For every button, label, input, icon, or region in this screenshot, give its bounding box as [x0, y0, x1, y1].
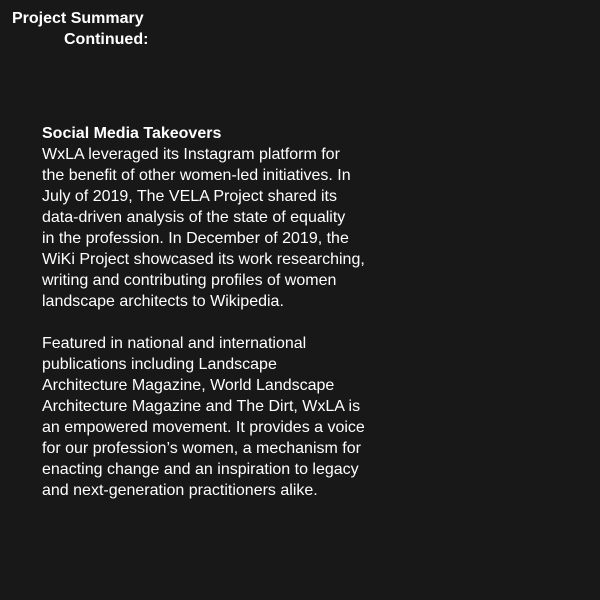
paragraph-line: enacting change and an inspiration to legacy: [42, 461, 359, 478]
paragraph-line: WxLA leveraged its Instagram platform for: [42, 146, 340, 163]
paragraph-line: for our profession’s women, a mechanism for: [42, 440, 361, 457]
header-continued: Continued:: [64, 31, 149, 48]
paragraph-line: data-driven analysis of the state of equality: [42, 209, 346, 226]
paragraph-line: publications including Landscape: [42, 356, 277, 373]
paragraph-line: landscape architects to Wikipedia.: [42, 293, 284, 310]
paragraph-social-media: [42, 144, 562, 312]
paragraph-line: Featured in national and international: [42, 335, 307, 352]
paragraph-featured: [42, 333, 562, 501]
paragraph-line: WiKi Project showcased its work researching,: [42, 251, 365, 268]
paragraph-line: Architecture Magazine, World Landscape: [42, 377, 335, 394]
paragraph-line: July of 2019, The VELA Project shared its: [42, 188, 337, 205]
header-title: Project Summary: [12, 10, 144, 27]
paragraph-line: in the profession. In December of 2019, the: [42, 230, 349, 247]
paragraph-line: writing and contributing profiles of women: [42, 272, 337, 289]
paragraph-line: the benefit of other women-led initiatives. In: [42, 167, 351, 184]
paragraph-line: an empowered movement. It provides a voice: [42, 419, 365, 436]
paragraph-spacer: [42, 312, 562, 333]
page-header: [12, 8, 172, 50]
main-content: [42, 123, 562, 501]
section-title: Social Media Takeovers: [42, 125, 222, 142]
paragraph-line: and next-generation practitioners alike.: [42, 482, 318, 499]
paragraph-line: Architecture Magazine and The Dirt, WxLA is: [42, 398, 361, 415]
